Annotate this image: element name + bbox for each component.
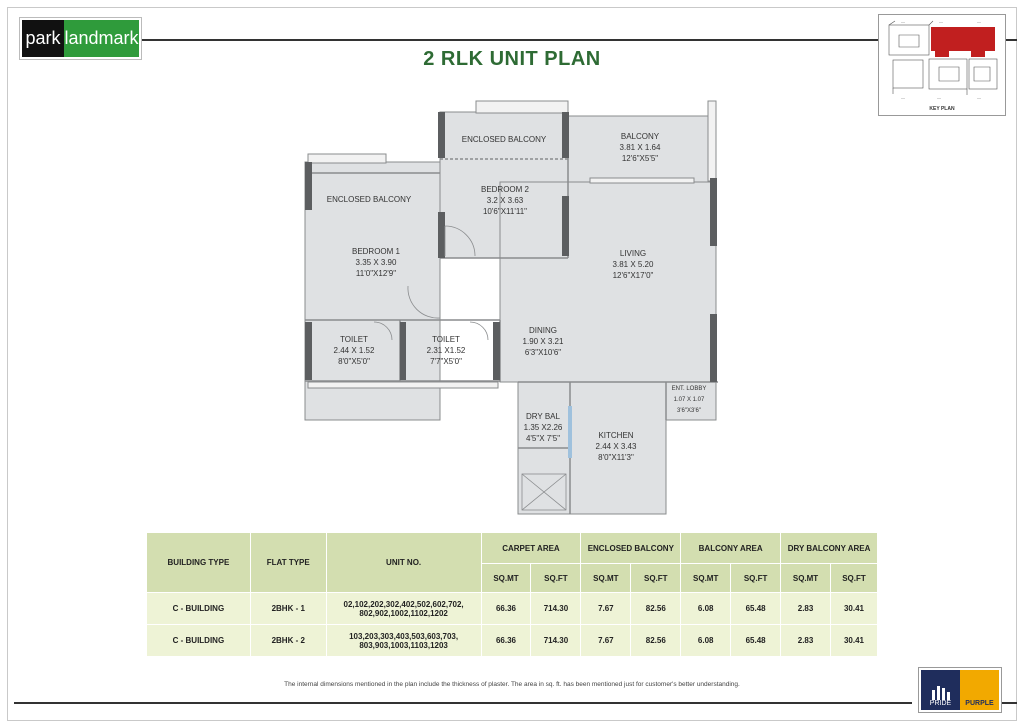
bedroom2-metric: 3.2 X 3.63 — [486, 196, 524, 205]
cell-dry-sqmt: 2.83 — [781, 593, 831, 625]
header-balcony-area: BALCONY AREA — [681, 533, 781, 564]
dining-metric: 1.90 X 3.21 — [522, 337, 564, 346]
footer-rule — [14, 702, 912, 704]
floor-plan-drawing — [300, 96, 730, 526]
footnote: The internal dimensions mentioned in the plan include the thickness of plaster. The area in sq. ft. has been mentioned just for customer's better understanding. — [284, 681, 740, 688]
building-icon — [930, 684, 952, 700]
header-building-type: BUILDING TYPE — [147, 533, 251, 593]
svg-text:----: ---- — [977, 20, 981, 24]
header-dry-sqft: SQ.FT — [831, 564, 878, 593]
cell-balcony-sqmt: 6.08 — [681, 593, 731, 625]
ent-lobby-imperial: 3'6"X3'6" — [677, 408, 701, 414]
cell-balcony-sqft: 65.48 — [731, 625, 781, 657]
cell-unit-no — [326, 625, 481, 657]
enclosed-balcony-left-name: ENCLOSED BALCONY — [326, 195, 412, 204]
ent-lobby-name: ENT. LOBBY — [671, 386, 707, 392]
header-flat-type: FLAT TYPE — [250, 533, 326, 593]
svg-text:----: ---- — [901, 20, 905, 24]
svg-text:----: ---- — [977, 96, 981, 100]
logo-part-landmark: landmark — [64, 20, 139, 57]
cell-enclosed-sqmt: 7.67 — [581, 625, 631, 657]
dry-bal-imperial: 4'5"X 7'5" — [525, 434, 561, 443]
living-name: LIVING — [619, 249, 647, 258]
units-line-1: 02,102,202,302,402,502,602,702, — [343, 599, 464, 609]
pride-text: PRIDE — [929, 700, 952, 707]
purple-text: PURPLE — [960, 670, 999, 710]
dry-bal-name: DRY BAL — [526, 412, 560, 421]
header-unit-no: UNIT NO. — [326, 533, 481, 593]
svg-text:----: ---- — [939, 20, 943, 24]
cell-dry-sqft: 30.41 — [831, 593, 878, 625]
logo-part-park: park — [22, 20, 64, 57]
cell-building: C - BUILDING — [147, 625, 251, 657]
header-balcony-sqmt: SQ.MT — [681, 564, 731, 593]
balcony-name: BALCONY — [620, 132, 660, 141]
svg-text:----: ---- — [937, 96, 941, 100]
bedroom1-name: BEDROOM 1 — [351, 247, 401, 256]
key-plan — [878, 14, 1006, 116]
cell-enclosed-sqft: 82.56 — [631, 625, 681, 657]
pride-logo-left — [921, 670, 960, 710]
balcony-imperial: 12'6"X5'5" — [621, 154, 659, 163]
toilet2-metric: 2.31 X1.52 — [426, 346, 466, 355]
svg-text:----: ---- — [901, 96, 905, 100]
cell-carpet-sqmt: 66.36 — [481, 593, 531, 625]
header-balcony-sqft: SQ.FT — [731, 564, 781, 593]
balcony-metric: 3.81 X 1.64 — [619, 143, 661, 152]
toilet1-name: TOILET — [340, 335, 368, 344]
area-table — [146, 532, 878, 657]
header-dry-sqmt: SQ.MT — [781, 564, 831, 593]
enclosed-balcony-top-name: ENCLOSED BALCONY — [461, 135, 547, 144]
key-plan-label: KEY PLAN — [929, 106, 955, 112]
units-line-2: 803,903,1003,1103,1203 — [359, 640, 448, 650]
toilet1-imperial: 8'0"X5'0" — [338, 357, 370, 366]
cell-carpet-sqft: 714.30 — [531, 625, 581, 657]
dining-imperial: 6'3"X10'6" — [524, 348, 562, 357]
toilet2-name: TOILET — [432, 335, 460, 344]
header-enclosed-sqft: SQ.FT — [631, 564, 681, 593]
kitchen-imperial: 8'0"X11'3" — [598, 453, 634, 462]
header-carpet-sqft: SQ.FT — [531, 564, 581, 593]
kitchen-metric: 2.44 X 3.43 — [595, 442, 637, 451]
floor-plan — [300, 96, 730, 526]
header-rule — [142, 39, 878, 41]
cell-enclosed-sqmt: 7.67 — [581, 593, 631, 625]
cell-flat-type: 2BHK - 1 — [250, 593, 326, 625]
key-plan-drawing — [879, 15, 1005, 103]
cell-unit-no — [326, 593, 481, 625]
header-enclosed-sqmt: SQ.MT — [581, 564, 631, 593]
bedroom2-imperial: 10'6"X11'11" — [482, 207, 528, 216]
header-enclosed-balcony: ENCLOSED BALCONY — [581, 533, 681, 564]
living-metric: 3.81 X 5.20 — [612, 260, 654, 269]
footer-rule-right — [1002, 702, 1017, 704]
ent-lobby-metric: 1.07 X 1.07 — [673, 397, 705, 403]
dry-bal-metric: 1.35 X2.26 — [523, 423, 563, 432]
cell-balcony-sqft: 65.48 — [731, 593, 781, 625]
header-carpet-sqmt: SQ.MT — [481, 564, 531, 593]
cell-flat-type: 2BHK - 2 — [250, 625, 326, 657]
header-dry-balcony-area: DRY BALCONY AREA — [781, 533, 878, 564]
cell-balcony-sqmt: 6.08 — [681, 625, 731, 657]
dining-name: DINING — [529, 326, 557, 335]
cell-dry-sqft: 30.41 — [831, 625, 878, 657]
pride-purple-logo — [918, 667, 1002, 713]
units-line-2: 802,902,1002,1102,1202 — [359, 608, 448, 618]
page-title: 2 RLK UNIT PLAN — [423, 48, 601, 70]
cell-carpet-sqmt: 66.36 — [481, 625, 531, 657]
toilet1-metric: 2.44 X 1.52 — [333, 346, 375, 355]
bedroom1-imperial: 11'0"X12'9" — [355, 269, 397, 278]
kitchen-name: KITCHEN — [598, 431, 634, 440]
header-carpet-area: CARPET AREA — [481, 533, 581, 564]
living-imperial: 12'6"X17'0" — [612, 271, 654, 280]
table-row — [147, 593, 878, 625]
toilet2-imperial: 7'7"X5'0" — [430, 357, 462, 366]
bedroom1-metric: 3.35 X 3.90 — [355, 258, 397, 267]
cell-enclosed-sqft: 82.56 — [631, 593, 681, 625]
cell-dry-sqmt: 2.83 — [781, 625, 831, 657]
bedroom2-name: BEDROOM 2 — [480, 185, 530, 194]
units-line-1: 103,203,303,403,503,603,703, — [349, 631, 459, 641]
table-row — [147, 625, 878, 657]
cell-carpet-sqft: 714.30 — [531, 593, 581, 625]
cell-building: C - BUILDING — [147, 593, 251, 625]
